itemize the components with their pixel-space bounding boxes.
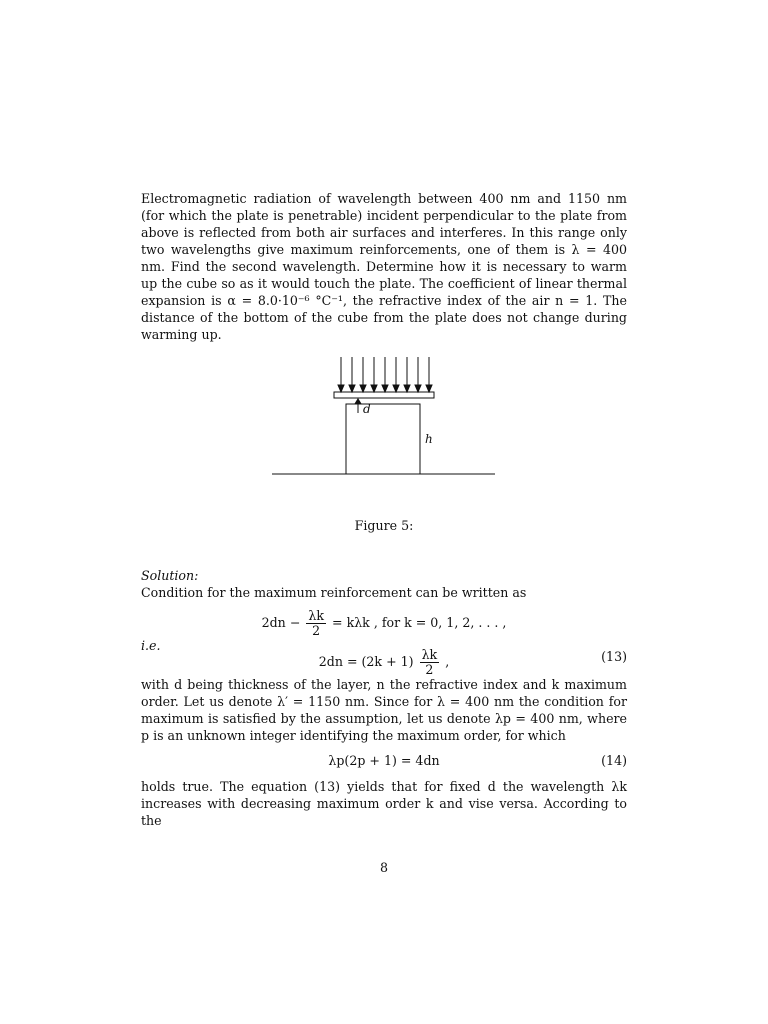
eq1-frac-den: 2 <box>312 623 321 638</box>
eq13-frac-num: λk <box>421 647 438 662</box>
gap-arrow <box>356 399 361 413</box>
eq14-number: (14) <box>601 753 627 768</box>
solution-heading: Solution: <box>141 568 199 583</box>
equation-1 <box>141 601 627 637</box>
figure-5 <box>141 355 627 525</box>
eq14: λp(2p + 1) = 4dn <box>328 753 440 768</box>
eq13-frac-den: 2 <box>425 662 434 677</box>
intro-paragraph: Electromagnetic radiation of wavelength between 400 nm and 1150 nm (for which the plate is penetrable) incident perpendicular to the plate from above is reflected from both air surfaces and interferes. In this range only two wavelengths give maximum reinforcements, one of them is λ = 400 nm. Find the second wavelength. Determine how it is necessary to warm up the cube so as it would touch the plate. The coefficient of linear thermal expansion is α = 8.0·10⁻⁶ °C⁻¹, the refractive index of the air n = 1. The distance of the bottom of the cube from the plate does not change during warming up. <box>141 191 627 342</box>
eq1-left: 2dn − <box>261 615 301 630</box>
solution-paragraph-3: holds true. The equation (13) yields that for fixed d the wavelength λk increases with decreasing maximum order k and vise versa. According to the <box>141 779 627 828</box>
eq1-fraction <box>306 609 326 638</box>
page-content <box>141 190 627 828</box>
solution-section <box>141 567 627 829</box>
eq1-frac-num: λk <box>308 608 324 623</box>
eq13-fraction <box>420 648 440 677</box>
figure-diagram <box>141 355 627 515</box>
label-d: d <box>363 402 371 416</box>
solution-paragraph-2: with d being thickness of the layer, n the refractive index and k maximum order. Let us denote λ′ = 1150 nm. Since for λ = 400 nm the condition for maximum is satisfied by the assumption, let us denote λp = 400 nm, where p is an unknown integer identifying the maximum order, for which <box>141 677 627 743</box>
eq1-right: = kλk , for k = 0, 1, 2, . . . , <box>332 615 507 630</box>
figure-caption: Figure 5: <box>354 518 414 533</box>
page-number: 8 <box>379 860 388 875</box>
solution-line1: Condition for the maximum reinforcement can be written as <box>141 585 527 600</box>
eq13-tail: , <box>445 654 450 669</box>
cube <box>346 404 420 474</box>
equation-13 <box>141 640 627 676</box>
incident-arrows <box>338 357 432 392</box>
label-h: h <box>425 432 433 446</box>
eq13-left: 2dn = (2k + 1) <box>318 654 414 669</box>
equation-14 <box>141 744 627 778</box>
ie-label: i.e. <box>141 638 161 653</box>
eq13-number: (13) <box>601 649 627 664</box>
plate <box>334 392 434 398</box>
